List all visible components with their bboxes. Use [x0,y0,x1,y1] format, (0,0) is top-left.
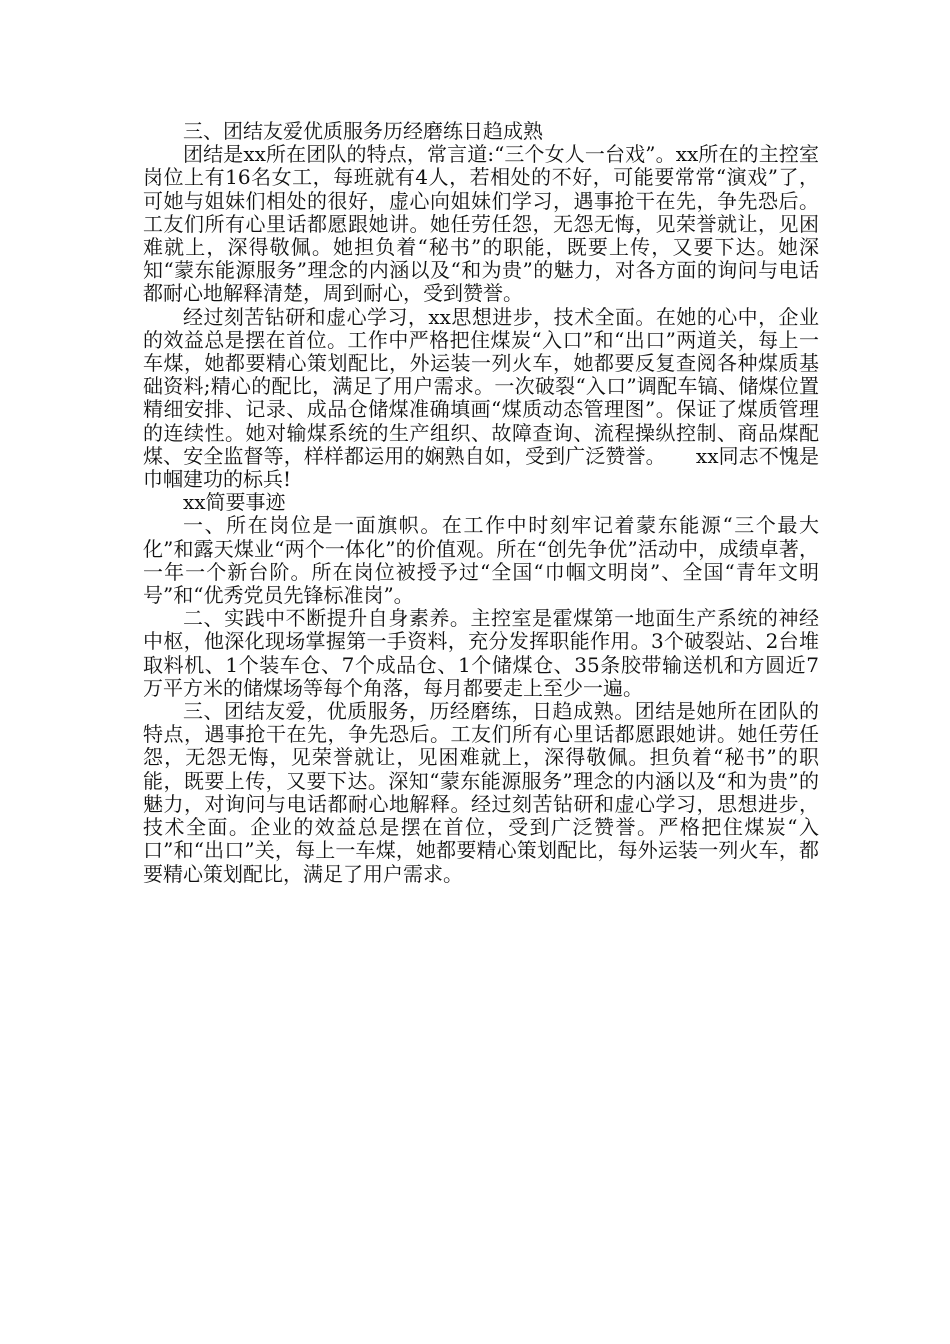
section-heading-brief-deeds: xx简要事迹 [183,490,286,515]
paragraph-practice-improvement: 二、实践中不断提升自身素养。主控室是霍煤第一地面生产系统的神经中枢，他深化现场掌握第一手资料，充分发挥职能作用。3个破裂站、2台堆取料机、1个装车仓、7个成品仓、1个储煤仓、35条胶带输送机和方圆近7万平方米的储煤场等每个角落，每月都要走上至少一遍。 [143,606,819,700]
paragraph-unity-service: 三、团结友爱，优质服务，历经磨练，日趋成熟。团结是她所在团队的特点，遇事抢干在先，争先恐后。工友们所有心里话都愿跟她讲。她任劳任怨，无怨无悔，见荣誉就让，见困难就上，深得敬佩。担负着“秘书”的职能，既要上传，又要下达。深知“蒙东能源服务”理念的内涵以及“和为贵”的魅力，对询问与电话都耐心地解释。经过刻苦钻研和虚心学习，思想进步，技术全面。企业的效益总是摆在首位，受到广泛赞誉。严格把住煤炭“入口”和“出口”关，每上一车煤，她都要精心策划配比，每外运装一列火车，都要精心策划配比，满足了用户需求。 [143,699,819,886]
section-heading-unity: 三、团结友爱优质服务历经磨练日趋成熟 [183,119,543,143]
paragraph-post-banner: 一、所在岗位是一面旗帜。在工作中时刻牢记着蒙东能源“三个最大化”和露天煤业“两个一体化”的价值观。所在“创先争优”活动中，成绩卓著，一年一个新台阶。所在岗位被授予过“全国“巾帼文明岗”、全国“青年文明号”和“优秀党员先锋标准岗”。 [143,513,819,608]
paragraph-unity-team: 团结是xx所在团队的特点，常言道:“三个女人一台戏”。xx所在的主控室岗位上有16名女工，每班就有4人，若相处的不好，可能要常常“演戏”了，可她与姐妹们相处的很好，虚心向姐妹们学习，遇事抢干在先，争先恐后。工友们所有心里话都愿跟她讲。她任劳任怨，无怨无悔，见荣誉就让，见困难就上，深得敬佩。她担负着“秘书”的职能，既要上传，又要下达。她深知“蒙东能源服务”理念的内涵以及“和为贵”的魅力，对各方面的询问与电话都耐心地解释清楚，周到耐心，受到赞誉。 [143,142,819,306]
paragraph-study-progress: 经过刻苦钻研和虚心学习，xx思想进步，技术全面。在她的心中，企业的效益总是摆在首位。工作中严格把住煤炭“入口”和“出口”两道关，每上一车煤，她都要精心策划配比，外运装一列火车，她都要反复查阅各种煤质基础资料;精心的配比，满足了用户需求。一次破裂“入口”调配车镐、储煤位置精细安排、记录、成品仓储煤准确填画“煤质动态管理图”。保证了煤质管理的连续性。她对输煤系统的生产组织、故障查询、流程操纵控制、商品煤配煤、安全监督等，样样都运用的娴熟自如，受到广泛赞誉。 xx同志不愧是巾帼建功的标兵! [143,304,819,492]
document-body [143,120,819,886]
